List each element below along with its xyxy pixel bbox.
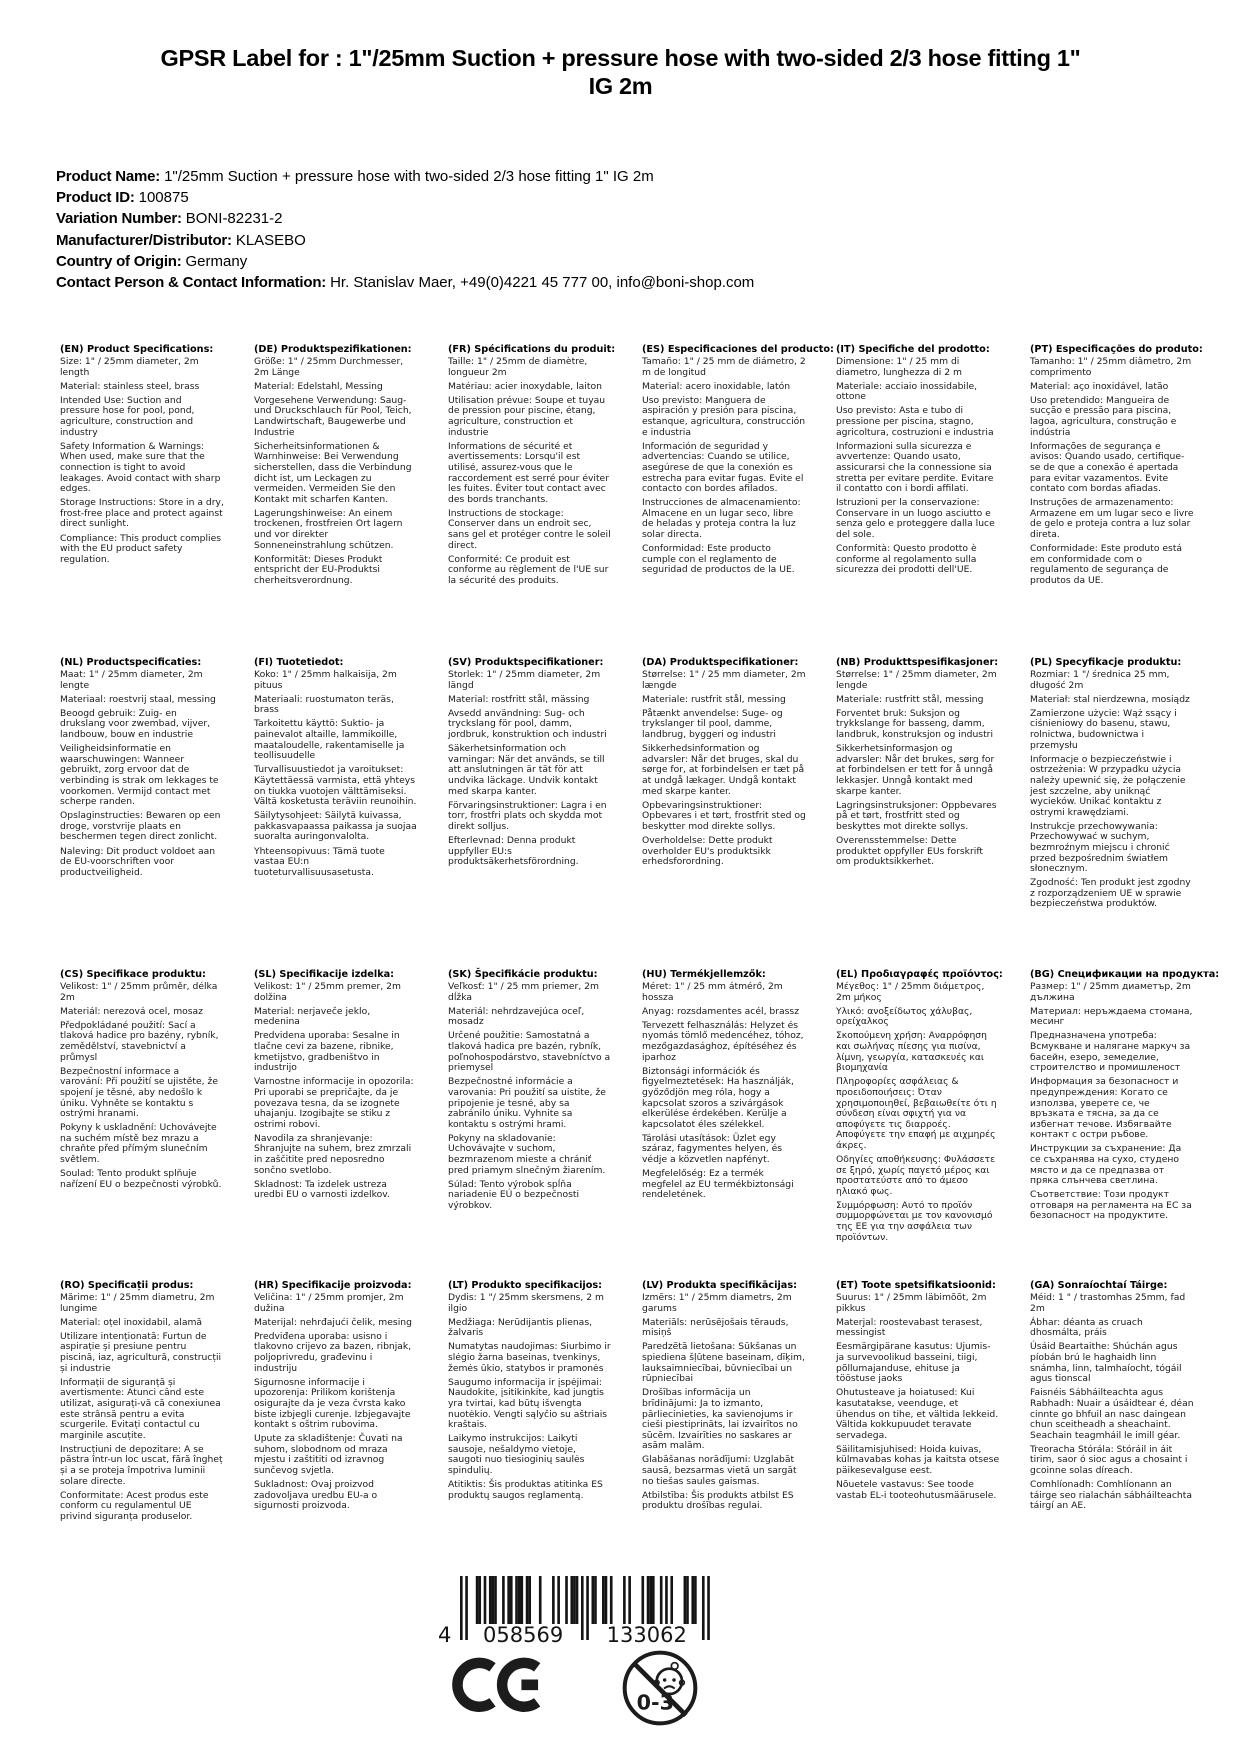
lang-block-paragraph: Instrukcje przechowywania: Przechowywać w suchym, bezmroźnym miejscu i chronić przed bezpośrednim światłem słonecznym.: [1030, 820, 1170, 875]
lang-block-paragraph: Material: Edelstahl, Messing: [254, 380, 383, 392]
lang-block-hr: [254, 1281, 432, 1515]
lang-block-paragraph: Opslaginstructies: Bewaren op een droge, vorstvrije plaats en beschermen tegen direct zonlicht.: [60, 810, 221, 843]
lang-block-paragraph: Materiale: rustfrit stål, messing: [642, 693, 786, 705]
lang-block-paragraph: Säilitamisjuhised: Hoida kuivas, külmavabas kohas ja kaitsta otsese päikesevalguse eest.: [836, 1443, 1000, 1476]
barcode-bar: [605, 1576, 608, 1624]
lang-block-paragraph: Bezpečnostní informace a varování: Při použití se ujistěte, že spojení je těsné, aby nedošlo k úniku. Vyhněte se kontaktu s ostrými hranami.: [60, 1065, 218, 1120]
barcode-bar: [552, 1576, 555, 1624]
lang-block-paragraph: Förvaringsinstruktioner: Lagra i en torr, frostfri plats och skydda mot direkt solljus.: [448, 799, 607, 832]
lang-block-paragraph: Materiál: nerezová ocel, mosaz: [60, 1005, 204, 1017]
barcode-bar: [623, 1576, 626, 1624]
lang-block-paragraph: Tárolási utasítások: Üzlet egy száraz, fagymentes helyen, és védje a közvetlen napfényt.: [642, 1132, 783, 1165]
lang-block-paragraph: Istruzioni per la conservazione: Conservare in un luogo asciutto e senza gelo e proteggere dalla luce del sole.: [836, 497, 995, 540]
product-info-value: 100875: [138, 189, 189, 207]
barcode-bar: [565, 1576, 568, 1624]
lang-block-et: [836, 1281, 1014, 1505]
lang-block-paragraph: Veličina: 1" / 25mm promjer, 2m dužina: [254, 1292, 404, 1314]
lang-block-paragraph: Forventet bruk: Suksjon og trykkslange for basseng, damm, landbruk, konstruksjon og industri: [836, 707, 994, 741]
lang-block-paragraph: Megfelelőség: Ez a termék megfelel az EU termékbiztonsági rendeletének.: [642, 1168, 794, 1201]
lang-block-paragraph: Mărime: 1" / 25mm diametru, 2m lungime: [60, 1292, 215, 1314]
lang-block-paragraph: Uso previsto: Asta e tubo di pressione per piscina, stagno, agricoltura, costruzioni e industria: [836, 405, 994, 438]
barcode-bar: [502, 1576, 505, 1624]
lang-block-paragraph: Opbevaringsinstruktioner: Opbevares i et tørt, frostfrit sted og beskytter mod direkte sollys.: [642, 799, 806, 832]
barcode-bar: [518, 1576, 521, 1624]
lang-block-paragraph: Instruções de armazenamento: Armazene em um lugar seco e livre de gelo e proteja contra a luz solar direta.: [1030, 497, 1194, 540]
barcode-bar: [510, 1576, 513, 1624]
age-warning-icon: [620, 1648, 700, 1732]
lang-block-heading: (EN) Product Specifications:: [60, 344, 214, 355]
lang-block-paragraph: Biztonsági információk és figyelmeztetések: Ha használják, győződjön meg róla, hogy a kapcsolat szoros a szivárgások elkerülése érdekében. Kerülje a kapcsolatot éles szélekkel.: [642, 1065, 794, 1130]
lang-block-paragraph: Sikkerhetsinformasjon og advarsler: Når det brukes, sørg for at forbindelsen er tett for å unngå lekkasjer. Unngå kontakt med skarpe kanter.: [836, 743, 995, 797]
lang-block-heading: (GA) Sonraíochtaí Táirge:: [1030, 1280, 1168, 1291]
lang-block-paragraph: Nõuetele vastavus: See toode vastab EL-i tooteohutusmäärusele.: [836, 1479, 997, 1501]
lang-block-paragraph: Οδηγίες αποθήκευσης: Φυλάσσετε σε ξηρό, χωρίς παγετό μέρος και προστατεύστε από το άμεσο ηλιακό φως.: [836, 1154, 996, 1197]
barcode-bar: [691, 1576, 694, 1624]
lang-block-paragraph: Drošības informācija un brīdinājumi: Ja to izmanto, pārliecinieties, ka savienojums ir cieši piestiprināts, lai izvairītos no sūcēm. Izvairīties no saskares ar asām malām.: [642, 1387, 798, 1452]
lang-block-paragraph: Säkerhetsinformation och varningar: När det används, se till att anslutningen är tät för att undvika läckage. Undvik kontakt med skarpa kanter.: [448, 743, 605, 797]
lang-block-heading: (SL) Specifikacije izdelka:: [254, 969, 395, 980]
lang-block-heading: (IT) Specifiche del prodotto:: [836, 344, 990, 355]
lang-block-paragraph: Turvallisuustiedot ja varoitukset: Käytettäessä varmista, että yhteys on tiukka vuotojen välttämiseksi. Vältä kosketusta teräviin reunoihin.: [254, 764, 417, 808]
product-info-value: KLASEBO: [235, 231, 306, 249]
lang-block-heading: (PT) Especificações do produto:: [1030, 344, 1203, 355]
lang-block-heading: (LT) Produkto specifikacijos:: [448, 1280, 603, 1291]
lang-block-paragraph: Veľkosť: 1" / 25 mm priemer, 2m dĺžka: [448, 981, 599, 1003]
product-info-value: Hr. Stanislav Maer, +49(0)4221 45 777 00, info@boni-shop.com: [330, 274, 755, 292]
lang-block-paragraph: Säilytysohjeet: Säilytä kuivassa, pakkasvapaassa paikassa ja suojaa suoralta auringonvalolta.: [254, 810, 417, 843]
barcode-bar: [586, 1576, 589, 1640]
barcode-bar: [602, 1576, 605, 1624]
lang-block-paragraph: Velikost: 1" / 25mm premer, 2m dolžina: [254, 981, 401, 1003]
barcode-digit-system: 4: [438, 1623, 452, 1647]
lang-block-paragraph: Conformitate: Acest produs este conform cu regulamentul UE privind siguranța produselor.: [60, 1489, 209, 1522]
lang-block-pl: [1030, 658, 1208, 914]
lang-block-paragraph: Material: oțel inoxidabil, alamă: [60, 1316, 203, 1328]
barcode-bar: [520, 1576, 523, 1624]
lang-block-paragraph: Tamaño: 1" / 25 mm de diámetro, 2 m de longitud: [642, 356, 806, 378]
lang-block-paragraph: Lagringsinstruksjoner: Oppbevares på et tørt, frostfritt sted og beskyttes mot direkte sollys.: [836, 799, 997, 832]
lang-block-paragraph: Instructions de stockage: Conserver dans un endroit sec, sans gel et protéger contre le soleil direct.: [448, 507, 611, 551]
lang-block-heading: (PL) Specyfikacje produktu:: [1030, 657, 1182, 668]
product-info-value: Germany: [185, 252, 248, 270]
lang-block-paragraph: Vorgesehene Verwendung: Saug- und Druckschlauch für Pool, Teich, Landwirtschaft, Baugewerbe und Industrie: [254, 394, 412, 438]
lang-block-paragraph: Taille: 1" / 25mm de diamètre, longueur 2m: [448, 356, 588, 378]
lang-block-paragraph: Anyag: rozsdamentes acél, brassz: [642, 1005, 800, 1017]
lang-block-paragraph: Materiaal: roestvrij staal, messing: [60, 693, 216, 705]
ce-mark-icon: [450, 1656, 542, 1722]
product-info: [56, 166, 754, 293]
lang-block-paragraph: Tarkoitettu käyttö: Suktio- ja painevalot altaille, lammikoille, maataloudelle, rakentamiselle ja teollisuudelle: [254, 718, 405, 762]
lang-block-paragraph: Conformidad: Este producto cumple con el reglamento de seguridad de productos de la UE.: [642, 543, 795, 576]
barcode-bar: [694, 1576, 697, 1624]
barcode-bar: [526, 1576, 529, 1624]
lang-block-heading: (HR) Specifikacije proizvoda:: [254, 1280, 412, 1291]
lang-block-ro: [60, 1281, 238, 1526]
lang-block-paragraph: Materiāls: nerūsējošais tērauds, misiņš: [642, 1316, 789, 1339]
lang-block-paragraph: Predvidena uporaba: Sesalne in tlačne cevi za bazene, ribnike, kmetijstvo, gradbeništvo in industrijo: [254, 1030, 400, 1074]
lang-block-heading: (ES) Especificaciones del producto:: [642, 344, 834, 355]
lang-block-paragraph: Material: stainless steel, brass: [60, 380, 200, 392]
lang-block-paragraph: Συμμόρφωση: Αυτό το προϊόν συμμορφώνεται με τον κανονισμό της ΕΕ για την ασφάλεια των προϊόντων.: [836, 1199, 993, 1243]
barcode-digits-left: 058569: [483, 1623, 564, 1647]
barcode-bar: [539, 1576, 542, 1624]
barcode-bar: [492, 1576, 495, 1624]
product-info-label: Product Name:: [56, 168, 165, 185]
lang-block-paragraph: Beoogd gebruik: Zuig- en drukslang voor zwembad, vijver, landbouw, bouw en industrie: [60, 707, 211, 741]
lang-block-paragraph: Πληροφορίες ασφάλειας & προειδοποιήσεις: Όταν χρησιμοποιηθεί, βεβαιωθείτε ότι η σύνδεση είναι σφιχτή για να αποφύγετε τις διαρροές. Αποφύγετε την επαφή με αιχμηρές άκρες.: [836, 1076, 997, 1151]
lang-block-paragraph: Storage Instructions: Store in a dry, frost-free place and protect against direct sunlight.: [60, 497, 224, 530]
lang-block-heading: (BG) Спецификации на продукта:: [1030, 969, 1220, 980]
lang-block-paragraph: Storlek: 1" / 25mm diameter, 2m längd: [448, 669, 601, 691]
barcode-bar: [594, 1576, 597, 1624]
lang-block-el: [836, 970, 1014, 1247]
lang-block-nb: [836, 658, 1014, 871]
lang-block-paragraph: Eesmärgipärane kasutus: Ujumis- ja survevoolikud basseini, tiigi, põllumajanduse, ehituse ja tööstuse jaoks: [836, 1341, 991, 1385]
lang-block-paragraph: Atbilstība: Šis produkts atbilst ES produktu drošības regulai.: [642, 1489, 794, 1512]
barcode-bar: [484, 1576, 487, 1624]
barcode-bar: [702, 1576, 705, 1640]
lang-block-paragraph: Treoracha Stórála: Stóráil in áit tirim, saor ó sioc agus a chosaint i gcoinne solas díreach.: [1030, 1443, 1188, 1476]
lang-block-paragraph: Uso pretendido: Mangueira de sucção e pressão para piscina, lagoa, agricultura, construção e indústria: [1030, 394, 1177, 438]
lang-block-heading: (NB) Produkttspesifikasjoner:: [836, 657, 999, 668]
lang-block-heading: (EL) Προδιαγραφές προϊόντος:: [836, 969, 1003, 980]
lang-block-paragraph: Instrucțiuni de depozitare: A se păstra într-un loc uscat, fără îngheț și a se proteja împotriva luminii solare directe.: [60, 1443, 223, 1487]
lang-block-paragraph: Saugumo informacija ir įspėjimai: Naudokite, įsitikinkite, kad jungtis yra tvirtai, kad būtų išvengta nuotėkio. Vengti sąlyčio su aštriais kraštais.: [448, 1376, 608, 1431]
barcode-bar: [515, 1576, 518, 1624]
product-info-row: [56, 187, 754, 208]
lang-block-paragraph: Informations de sécurité et avertissements: Lorsqu'il est utilisé, assurez-vous que le raccordement est serré pour éviter les fuites. Éviter tout contact avec des bords tranchants.: [448, 440, 609, 505]
lang-block-paragraph: Materijal: nehrđajući čelik, mesing: [254, 1316, 412, 1328]
lang-block-paragraph: Conformità: Questo prodotto è conforme al regolamento sulla sicurezza dei prodotti dell'UE.: [836, 543, 977, 576]
lang-block-paragraph: Material: nerjaveče jeklo, medenina: [254, 1005, 371, 1028]
barcode-bar: [465, 1576, 468, 1640]
lang-block-paragraph: Størrelse: 1" / 25mm diameter, 2m lengde: [836, 669, 997, 691]
lang-block-paragraph: Zgodność: Ten produkt jest zgodny z rozporządzeniem UE w sprawie bezpieczeństwa produktów.: [1030, 877, 1191, 910]
lang-block-heading: (SV) Produktspecifikationer:: [448, 657, 604, 668]
lang-block-heading: (ET) Toote spetsifikatsioonid:: [836, 1280, 996, 1291]
lang-block-paragraph: Maat: 1" / 25mm diameter, 2m lengte: [60, 669, 203, 691]
barcode-bar: [628, 1576, 631, 1624]
lang-block-paragraph: Информация за безопасност и предупреждения: Когато се използва, уверете се, че връзката е тясна, за да се избегнат течове. Избягвайте контакт с остри ръбове.: [1030, 1076, 1179, 1141]
lang-block-es: [642, 344, 834, 579]
lang-block-paragraph: Υλικό: ανοξείδωτος χάλυβας, ορείχαλκος: [836, 1005, 973, 1028]
lang-block-paragraph: Laikymo instrukcijos: Laikyti sausoje, nešaldymo vietoje, saugoti nuo tiesioginių saulės spindulių.: [448, 1433, 585, 1476]
lang-block-paragraph: Predviđena uporaba: usisno i tlakovno crijevo za bazen, ribnjak, poljoprivredu, građevinu i industriju: [254, 1330, 412, 1374]
lang-block-paragraph: Suurus: 1" / 25mm läbimõõt, 2m pikkus: [836, 1292, 987, 1314]
lang-block-paragraph: Koko: 1" / 25mm halkaisija, 2m pituus: [254, 669, 397, 691]
lang-block-paragraph: Sukladnost: Ovaj proizvod zadovoljava uredbu EU-a o sigurnosti proizvoda.: [254, 1479, 378, 1512]
lang-block-paragraph: Informații de siguranță și avertismente: Atunci când este utilizat, asigurați-vă că conexiunea este strânsă pentru a evita scurgerile. Evitați contactul cu marginile ascuțite.: [60, 1376, 221, 1441]
lang-block-paragraph: Uso previsto: Manguera de aspiración y presión para piscina, estanque, agricultura, construcción e industria: [642, 394, 806, 438]
lang-block-paragraph: Atitiktis: Šis produktas atitinka ES produktų saugos reglamentą.: [448, 1479, 603, 1501]
lang-block-paragraph: Instrucciones de almacenamiento: Almacene en un lugar seco, libre de heladas y proteja contra la luz solar directa.: [642, 497, 801, 540]
lang-block-paragraph: Utilisation prévue: Soupe et tuyau de pression pour piscine, étang, agriculture, construction et industrie: [448, 394, 606, 438]
product-info-row: [56, 272, 754, 293]
lang-block-paragraph: Izmērs: 1" / 25mm diametrs, 2m garums: [642, 1292, 792, 1314]
barcode-bar: [670, 1576, 673, 1624]
lang-block-paragraph: Предназначена употреба: Всмукване и налягане маркуч за басейн, езеро, земеделие, строителство и промишленост: [1030, 1030, 1191, 1074]
lang-block-heading: (HU) Termékjellemzők:: [642, 969, 766, 980]
lang-block-paragraph: Sikkerhedsinformation og advarsler: Når det bruges, skal du sørge for, at forbindelsen er tæt på at undgå lækager. Undgå kontakt med skarpe kanter.: [642, 743, 805, 797]
barcode-bar: [489, 1576, 492, 1624]
lang-block-bg: [1030, 969, 1220, 1226]
lang-block-paragraph: Материал: неръждаема стомана, месинг: [1030, 1005, 1193, 1028]
lang-block-paragraph: Zamierzone użycie: Wąż ssący i ciśnieniowy do basenu, stawu, rolnictwa, budownictwa i przemysłu: [1030, 707, 1177, 751]
lang-block-paragraph: Conformité: Ce produit est conforme au règlement de l'UE sur la sécurité des produits.: [448, 553, 609, 586]
lang-block-lv: [642, 1281, 820, 1515]
age-warning-label: 0-3: [636, 1690, 674, 1715]
lang-block-paragraph: Größe: 1" / 25mm Durchmesser, 2m Länge: [254, 356, 404, 378]
lang-block-heading: (SK) Špecifikácie produktu:: [448, 969, 598, 980]
lang-block-paragraph: Efterlevnad: Denna produkt uppfyller EU:s produktsäkerhetsförordning.: [448, 834, 579, 868]
lang-block-paragraph: Overensstemmelse: Dette produktet oppfyller EUs forskrift om produktsikkerhet.: [836, 834, 984, 868]
lang-block-paragraph: Materiał: stal nierdzewna, mosiądz: [1030, 693, 1190, 705]
lang-block-paragraph: Инструкции за съхранение: Да се съхранява на сухо, студено място и да се предпазва от пряка слънчева светлина.: [1030, 1143, 1182, 1187]
lang-block-paragraph: Información de seguridad y advertencias: Cuando se utilice, asegúrese de que la conexión es estrecha para evitar fugas. Evite el contacto con bordes afilados.: [642, 440, 804, 495]
lang-block-paragraph: Materiale: acciaio inossidabile, ottone: [836, 380, 978, 403]
barcode-bar: [507, 1576, 510, 1624]
lang-block-it: [836, 345, 1014, 579]
barcode-bar: [581, 1576, 584, 1640]
lang-block-paragraph: Dimensione: 1" / 25 mm di diametro, lunghezza di 2 m: [836, 356, 962, 378]
lang-block-paragraph: Glabāšanas norādījumi: Uzglabāt sausā, bezsarmas vietā un sargāt no tiešas saules gaismas.: [642, 1454, 797, 1487]
lang-block-paragraph: Lagerungshinweise: An einem trockenen, frostfreien Ort lagern und vor direkter Sonneneinstrahlung schützen.: [254, 507, 403, 551]
lang-block-paragraph: Súlad: Tento výrobok spĺňa nariadenie EÚ o bezpečnosti výrobkov.: [448, 1178, 580, 1211]
lang-block-paragraph: Ohutusteave ja hoiatused: Kui kasutatakse, veenduge, et ühendus on tihe, et vältida lekkeid. Vältida kokkupuudet teravate servadega.: [836, 1387, 999, 1441]
barcode-bar: [684, 1576, 687, 1624]
barcode-bar: [707, 1576, 710, 1640]
barcode-bar: [557, 1576, 560, 1624]
lang-block-paragraph: Medžiaga: Nerūdijantis plienas, žalvaris: [448, 1316, 593, 1339]
lang-block-paragraph: Paredzētā lietošana: Sūkšanas un spiediena šļūtene baseinam, dīķim, lauksaimniecībai, būvniecībai un rūpniecībai: [642, 1341, 805, 1385]
product-info-row: [56, 251, 754, 272]
barcode-bar: [460, 1576, 463, 1640]
barcode-bar: [665, 1576, 668, 1624]
product-info-value: 1"/25mm Suction + pressure hose with two-sided 2/3 hose fitting 1" IG 2m: [164, 168, 654, 185]
product-info-value: BONI-82231-2: [185, 210, 283, 228]
lang-block-paragraph: Utilizare intenționată: Furtun de aspirație și presiune pentru piscină, iaz, agricultură, construcții și industrie: [60, 1330, 222, 1374]
barcode-bar: [652, 1576, 655, 1624]
lang-block-paragraph: Μέγεθος: 1" / 25mm διάμετρος, 2m μήκος: [836, 981, 985, 1003]
barcode-bar: [660, 1576, 663, 1624]
page-title: GPSR Label for : 1"/25mm Suction + pressure hose with two-sided 2/3 hose fitting 1" IG 2m: [160, 45, 1081, 99]
lang-block-paragraph: Overholdelse: Dette produkt overholder EU's produktsikk erhedsforordning.: [642, 834, 773, 868]
lang-block-paragraph: Informações de segurança e avisos: Quando usado, certifique-se de que a conexão é apertada para evitar vazamentos. Evite contato com bordas afiadas.: [1030, 440, 1185, 495]
lang-block-paragraph: Съответствие: Този продукт отговаря на регламента на ЕС за безопасност на продуктите.: [1030, 1189, 1192, 1222]
lang-block-paragraph: Ábhar: déanta as cruach dhosmálta, práis: [1030, 1316, 1143, 1339]
lang-block-hu: [642, 970, 820, 1204]
lang-block-fr: [448, 345, 626, 590]
product-info-row: [56, 230, 754, 251]
lang-block-paragraph: Skladnost: Ta izdelek ustreza uredbi EU o varnosti izdelkov.: [254, 1178, 390, 1201]
lang-block-lt: [448, 1281, 626, 1505]
lang-block-paragraph: Size: 1" / 25mm diameter, 2m length: [60, 356, 199, 378]
lang-block-paragraph: Material: aço inoxidável, latão: [1030, 380, 1169, 392]
barcode-bar: [478, 1576, 481, 1624]
product-info-label: Country of Origin:: [56, 252, 186, 270]
lang-block-da: [642, 658, 820, 871]
lang-block-paragraph: Numatytas naudojimas: Siurbimo ir slėgio žarna baseinas, tvenkinys, žemės ūkio, statybos ir pramonės: [448, 1341, 611, 1374]
lang-block-paragraph: Matériau: acier inoxydable, laiton: [448, 380, 602, 392]
lang-block-paragraph: Materiaali: ruostumaton teräs, brass: [254, 693, 394, 716]
lang-block-paragraph: Avsedd användning: Sug- och tryckslang för pool, damm, jordbruk, konstruktion och industri: [448, 707, 607, 741]
lang-block-paragraph: Velikost: 1" / 25mm průměr, délka 2m: [60, 981, 218, 1003]
lang-block-paragraph: Размер: 1" / 25mm диаметър, 2m дължина: [1030, 981, 1191, 1003]
lang-block-en: [60, 345, 238, 569]
product-info-label: Product ID:: [56, 189, 139, 207]
lang-block-paragraph: Påtænkt anvendelse: Suge- og trykslanger til pool, damme, landbrug, byggeri og industri: [642, 707, 783, 741]
lang-block-sk: [448, 970, 626, 1215]
product-info-row: [56, 208, 754, 229]
lang-block-paragraph: Compliance: This product complies with the EU product safety regulation.: [60, 532, 222, 565]
lang-block-paragraph: Naleving: Dit product voldoet aan de EU-voorschriften voor productveiligheid.: [60, 845, 216, 878]
lang-block-paragraph: Sicherheitsinformationen & Warnhinweise: Bei Verwendung sicherstellen, dass die Verbindung dicht ist, um Leckagen zu vermeiden. Vermeiden Sie den Kontakt mit scharfen Kanten.: [254, 440, 412, 505]
lang-block-paragraph: Comhlíonadh: Comhlíonann an táirge seo rialachán sábháilteachta táirgí an AE.: [1030, 1479, 1192, 1512]
lang-block-sl: [254, 970, 432, 1204]
lang-block-heading: (DA) Produktspecifikationer:: [642, 657, 799, 668]
lang-block-heading: (FI) Tuotetiedot:: [254, 657, 344, 668]
lang-block-pt: [1030, 345, 1208, 590]
barcode-bar: [649, 1576, 652, 1624]
lang-block-paragraph: Méid: 1 " / trastomhas 25mm, fad 2m: [1030, 1292, 1186, 1314]
lang-block-paragraph: Předpokládané použití: Sací a tlaková hadice pro bazény, rybník, zemědělství, stavebnictví a průmysl: [60, 1019, 219, 1063]
lang-block-paragraph: Tervezett felhasználás: Helyzet és nyomás tömlő medencéhez, tóhoz, mezőgazdasághoz, építéséhez és iparhoz: [642, 1019, 804, 1063]
lang-block-paragraph: Sigurnosne informacije i upozorenja: Prilikom korištenja osigurajte da je veza čvrsta kako biste izbjegli curenje. Izbjegavajte kontakt s oštrim rubovima.: [254, 1376, 411, 1431]
lang-block-paragraph: Úsáid Beartaithe: Shúchán agus píobán brú le haghaidh linn snámha, linn, talmhaíocht, tógáil agus tionscal: [1030, 1341, 1182, 1385]
lang-block-paragraph: Méret: 1" / 25 mm átmérő, 2m hossza: [642, 981, 783, 1003]
lang-block-paragraph: Upute za skladištenje: Čuvati na suhom, slobodnom od mraza mjestu i zaštititi od izravnog sunčevog svjetla.: [254, 1433, 403, 1476]
barcode-bar: [494, 1576, 497, 1624]
lang-block-paragraph: Materiale: rustfritt stål, messing: [836, 693, 984, 705]
barcode-bar: [570, 1576, 573, 1624]
product-info-row: [56, 166, 754, 187]
lang-block-paragraph: Dydis: 1 "/ 25mm skersmens, 2 m ilgio: [448, 1292, 604, 1314]
lang-block-paragraph: Informacje o bezpieczeństwie i ostrzeżenia: W przypadku użycia należy upewnić się, że połączenie jest szczelne, aby uniknąć wycieków. Unikać kontaktu z ostrymi krawędziami.: [1030, 753, 1186, 818]
barcode-bar: [528, 1576, 531, 1624]
lang-block-ga: [1030, 1281, 1208, 1515]
lang-block-de: [254, 345, 432, 590]
barcode-bar: [686, 1576, 689, 1624]
lang-block-paragraph: Bezpečnostné informácie a varovania: Pri použití sa uistite, že pripojenie je tesné, aby sa zabránilo úniku. Vyhnite sa kontaktu s ostrými hrami.: [448, 1076, 606, 1130]
lang-block-heading: (CS) Specifikace produktu:: [60, 969, 206, 980]
barcode-bar: [592, 1576, 595, 1624]
lang-block-cs: [60, 970, 238, 1194]
lang-block-paragraph: Tamanho: 1" / 25mm diâmetro, 2m comprimento: [1030, 356, 1192, 378]
barcode-bar: [476, 1576, 479, 1624]
lang-block-fi: [254, 658, 432, 882]
lang-block-paragraph: Varnostne informacije in opozorila: Pri uporabi se prepričajte, da je povezava tesna, da se izognete uhajanju. Izogibajte se stiku z ostrimi robovi.: [254, 1076, 414, 1130]
lang-block-paragraph: Rozmiar: 1 "/ średnica 25 mm, długość 2m: [1030, 669, 1170, 691]
barcode-bar: [647, 1576, 650, 1624]
lang-block-heading: (LV) Produkta specifikācijas:: [642, 1280, 797, 1291]
lang-block-heading: (FR) Spécifications du produit:: [448, 344, 616, 355]
lang-block-paragraph: Yhteensopivuus: Tämä tuote vastaa EU:n tuoteturvallisuusasetusta.: [254, 845, 385, 878]
barcode-bar: [573, 1576, 576, 1624]
lang-block-heading: (NL) Productspecificaties:: [60, 657, 202, 668]
lang-block-paragraph: Intended Use: Suction and pressure hose for pool, pond, agriculture, construction and industry: [60, 394, 195, 438]
lang-block-paragraph: Størrelse: 1" / 25 mm diameter, 2m længde: [642, 669, 806, 691]
lang-block-paragraph: Material: acero inoxidable, latón: [642, 380, 791, 392]
lang-block-paragraph: Material: rostfritt stål, mässing: [448, 693, 590, 705]
lang-block-paragraph: Safety Information & Warnings: When used, make sure that the connection is tight to avoid leakages. Avoid contact with sharp edges.: [60, 440, 221, 495]
lang-block-paragraph: Informazioni sulla sicurezza e avvertenze: Quando usato, assicurarsi che la connessione sia stretta per evitare perdite. Evitare il contatto con i bordi affilati.: [836, 440, 994, 495]
barcode-digits-right: 133062: [606, 1623, 687, 1647]
language-blocks-grid: [60, 345, 1230, 1526]
product-info-label: Variation Number:: [56, 210, 186, 228]
barcode-bar: [576, 1576, 579, 1624]
lang-block-nl: [60, 658, 238, 882]
lang-block-paragraph: Určené použitie: Samostatná a tlaková hadica pre bazén, rybník, poľnohospodárstvo, stavebníctvo a priemysel: [448, 1030, 611, 1074]
product-info-label: Contact Person & Contact Information:: [56, 274, 331, 292]
lang-block-paragraph: Pokyny k uskladnění: Uchovávejte na suchém místě bez mrazu a chraňte před přímým slunečním světlem.: [60, 1122, 217, 1165]
barcode-bar: [641, 1576, 644, 1624]
lang-block-paragraph: Faisnéis Sábháilteachta agus Rabhadh: Nuair a úsáidtear é, déan cinnte go bhfuil an nasc daingean chun sceitheadh a sheachaint. Seachain teagmháil le imill géar.: [1030, 1387, 1194, 1441]
lang-block-paragraph: Materjal: roostevabast terasest, messingist: [836, 1316, 983, 1339]
lang-block-heading: (RO) Specificații produs:: [60, 1280, 194, 1291]
lang-block-paragraph: Navodila za shranjevanje: Shranjujte na suhem, brez zmrzali in zaščitite pred neposredno sončno svetlobo.: [254, 1132, 412, 1176]
lang-block-paragraph: Conformidade: Este produto está em conformidade com o regulamento de segurança de produtos da UE.: [1030, 543, 1183, 586]
lang-block-paragraph: Σκοπούμενη χρήση: Αναρρόφηση και σωλήνας πίεσης για πισίνα, λίμνη, γεωργία, κατασκευές και βιομηχανία: [836, 1030, 987, 1074]
lang-block-paragraph: Konformität: Dieses Produkt entspricht der EU-Produktsi cherheitsverordnung.: [254, 553, 383, 586]
lang-block-paragraph: Pokyny na skladovanie: Uchovávajte v suchom, bezmrazenom mieste a chrániť pred priamym slnečným žiarením.: [448, 1132, 606, 1176]
lang-block-paragraph: Soulad: Tento produkt splňuje nařízení EU o bezpečnosti výrobků.: [60, 1168, 222, 1190]
lang-block-sv: [448, 658, 626, 871]
lang-block-paragraph: Materiál: nehrdzavejúca oceľ, mosadz: [448, 1005, 585, 1028]
lang-block-paragraph: Veiligheidsinformatie en waarschuwingen: Wanneer gebruikt, zorg ervoor dat de verbinding is strak om lekkages te voorkomen. Vermijd contact met scherpe randen.: [60, 743, 219, 808]
product-info-label: Manufacturer/Distributor:: [56, 231, 236, 249]
barcode-bar: [610, 1576, 613, 1624]
lang-block-heading: (DE) Produktspezifikationen:: [254, 344, 412, 355]
